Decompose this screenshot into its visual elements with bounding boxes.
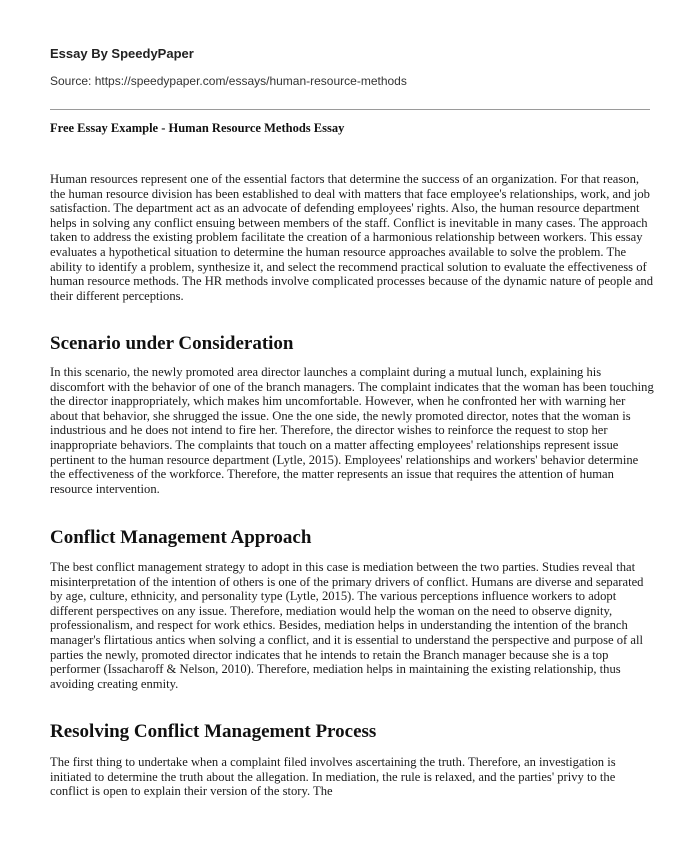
section-heading-conflict-approach: Conflict Management Approach: [50, 527, 312, 548]
section-paragraph-conflict-approach: The best conflict management strategy to adopt in this case is mediation between the two parties. Studies reveal that misinterpretation of the intention of others is one of the primary drivers of conflict. Humans are diverse and separated by age, culture, ethnicity, and personality type (Lytle, 2015). The various perceptions influence workers to adopt different perspectives on any issue. Therefore, mediation would help the woman on the need to observe dignity, professionalism, and respect for work ethics. Besides, mediation helps in understanding the intention of the branch manager's flirtatious antics when solving a conflict, and it is essential to understand the perspective and purpose of all parties the newly, promoted director indicates that he intends to retain the Branch manager because she is a top performer (Issacharoff & Nelson, 2010). Therefore, mediation helps in maintaining the existing relationship, thus avoiding creating enmity.: [50, 560, 644, 691]
essay-title: Free Essay Example - Human Resource Methods Essay: [50, 121, 345, 135]
intro-paragraph: Human resources represent one of the essential factors that determine the success of an organization. For that reason, the human resource division has been established to deal with matters that face employee's relationships, work, and job satisfaction. The department act as an advocate of defending employees' rights. Also, the human resource department helps in solving any conflict ensuing between members of the staff. Conflict is inevitable in many cases. The approach taken to address the existing problem facilitate the creation of a harmonious relationship between workers. This essay evaluates a hypothetical situation to determine the human resource approaches available to solve the problem. The ability to identify a problem, synthesize it, and select the recommend practical solution to evaluate the effectiveness of human resource methods. The HR methods involve complicated processes because of the dynamic nature of people and their different perceptions.: [50, 172, 654, 303]
source-line: Source: https://speedypaper.com/essays/human-resource-methods: [50, 74, 407, 88]
section-heading-resolving-process: Resolving Conflict Management Process: [50, 721, 377, 742]
section-paragraph-scenario: In this scenario, the newly promoted area director launches a complaint during a mutual lunch, explaining his discomfort with the behavior of one of the branch managers. The complaint indicates that the woman has been touching the director inappropriately, which makes him uncomfortable. However, when he confronted her with warning her about that behavior, she shrugged the issue. One the one side, the newly promoted director, notes that the woman is industrious and he does not intend to fire her. Therefore, the director wishes to reinforce the request to stop her inappropriate behaviors. The complaints that touch on a matter affecting employees' relationships represent issue pertinent to the human resource department (Lytle, 2015). Employees' relationships and workers' behavior determine the effectiveness of the workforce. Therefore, the matter represents an issue that requires the attention of human resource intervention.: [50, 365, 654, 496]
header-divider: [50, 109, 650, 110]
section-heading-scenario: Scenario under Consideration: [50, 333, 294, 354]
section-paragraph-resolving-process: The first thing to undertake when a complaint filed involves ascertaining the truth. Therefore, an investigation is initiated to determine the truth about the allegation. In mediation, the rule is relaxed, and the parties' privy to the conflict is open to explain their version of the story. The: [50, 755, 616, 799]
site-title: Essay By SpeedyPaper: [50, 46, 194, 61]
